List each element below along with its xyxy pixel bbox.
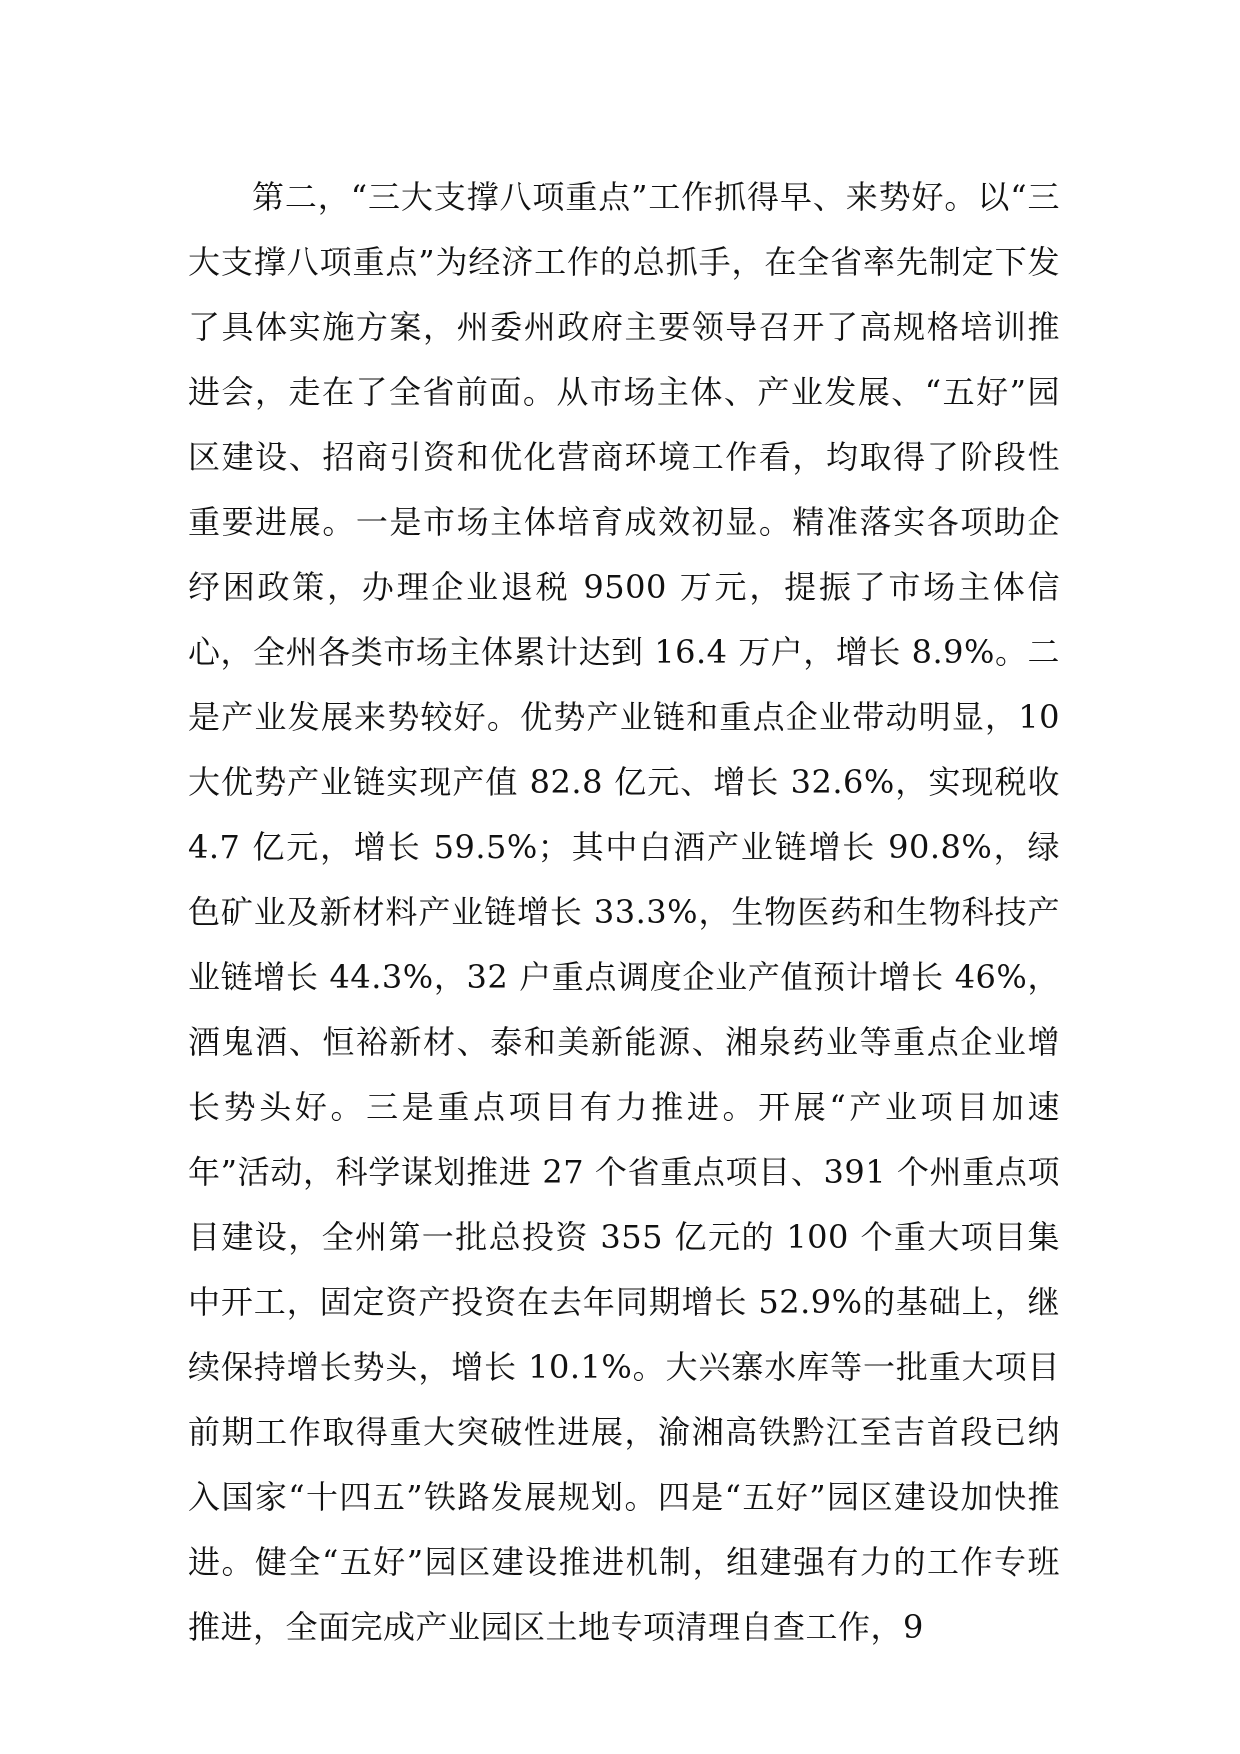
body-paragraph: 第二，“三大支撑八项重点”工作抓得早、来势好。以“三大支撑八项重点”为经济工作的总抓手，在全省率先制定下发了具体实施方案，州委州政府主要领导召开了高规格培训推进会，走在了全省前面。从市场主体、产业发展、“五好”园区建设、招商引资和优化营商环境工作看，均取得了阶段性重要进展。一是市场主体培育成效初显。精准落实各项助企纾困政策，办理企业退税 9500 万元，提振了市场主体信心，全州各类市场主体累计达到 16.4 万户，增长 8.9%。二是产业发展来势较好。优势产业链和重点企业带动明显，10 大优势产业链实现产值 82.8 亿元、增长 32.6%，实现税收 4.7 亿元，增长 59.5%；其中白酒产业链增长 90.8%，绿色矿业及新材料产业链增长 33.3%，生物医药和生物科技产业链增长 44.3%，32 户重点调度企业产值预计增长 46%，酒鬼酒、恒裕新材、泰和美新能源、湘泉药业等重点企业增长势头好。三是重点项目有力推进。开展“产业项目加速年”活动，科学谋划推进 27 个省重点项目、391 个州重点项目建设，全州第一批总投资 355 亿元的 100 个重大项目集中开工，固定资产投资在去年同期增长 52.9%的基础上，继续保持增长势头，增长 10.1%。大兴寨水库等一批重大项目前期工作取得重大突破性进展，渝湘高铁黔江至吉首段已纳入国家“十四五”铁路发展规划。四是“五好”园区建设加快推进。健全“五好”园区建设推进机制，组建强有力的工作专班推进，全面完成产业园区土地专项清理自查工作，9 xyxy=(188,178,1060,1646)
